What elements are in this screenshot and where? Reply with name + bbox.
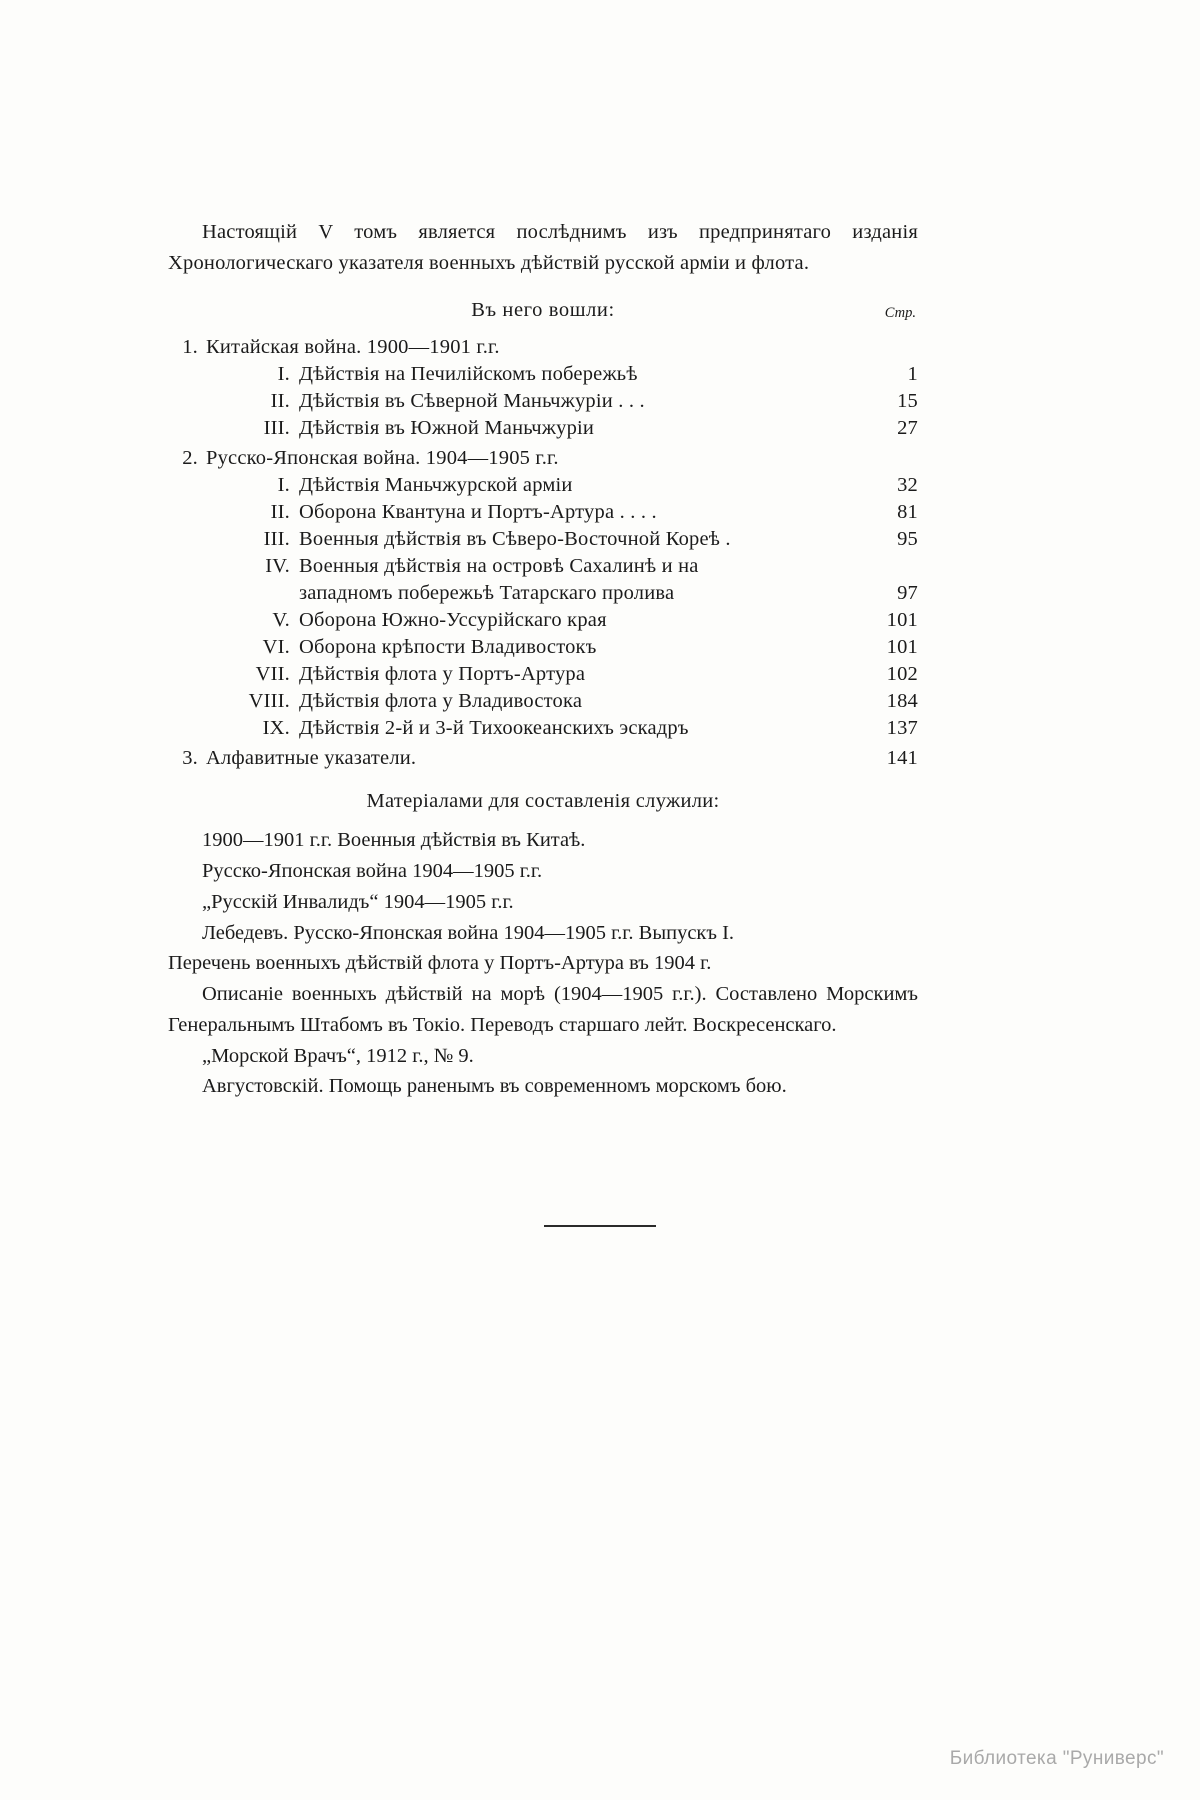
toc-item-page: 95 (897, 528, 918, 551)
toc-item-title-continuation: западномъ побережьѣ Татарскаго пролива (299, 582, 675, 605)
toc-item[interactable] (168, 690, 918, 713)
toc-item-roman: V. (272, 609, 290, 632)
toc-item-page: 27 (897, 417, 918, 440)
intro-paragraph (168, 217, 918, 279)
contents-heading-row (168, 299, 918, 329)
toc-item-page: 15 (897, 390, 918, 413)
page-content (168, 196, 918, 1102)
toc-item-page: 97 (897, 582, 918, 605)
toc-item[interactable] (168, 474, 918, 497)
page-column-header: Стр. (884, 305, 916, 322)
toc-item-title: Дѣйствія 2-й и 3-й Тихоокеанскихъ эскадръ (299, 717, 689, 740)
toc-item[interactable] (168, 663, 918, 686)
contents-heading: Въ него вошли: (471, 299, 615, 322)
toc-section-title: Алфавитные указатели. (206, 747, 417, 770)
toc-item[interactable] (168, 528, 918, 551)
toc-item-title: Дѣйствія въ Сѣверной Маньчжуріи . . . (299, 390, 645, 413)
toc-section-number: 1. (182, 336, 198, 359)
toc-item[interactable] (168, 363, 918, 386)
toc-item-page: 184 (886, 690, 918, 713)
toc-item[interactable] (168, 501, 918, 524)
toc-item-title: Дѣйствія Маньчжурской арміи (299, 474, 573, 497)
toc-item-continuation (168, 582, 918, 605)
source-entry: Русско-Японская война 1904—1905 г.г. (202, 860, 543, 883)
toc-item[interactable] (168, 417, 918, 440)
toc-item-roman: VIII. (248, 690, 290, 713)
toc-section-title: Русско-Японская война. 1904—1905 г.г. (206, 447, 559, 470)
toc-item-title: Военныя дѣйствія въ Сѣверо-Восточной Кореѣ . (299, 528, 731, 551)
toc-section-title: Китайская война. 1900—1901 г.г. (206, 336, 500, 359)
sources-heading: Матеріалами для составленія служили: (366, 790, 720, 813)
toc-item-roman: III. (263, 528, 290, 551)
intro-text: Настоящій V томъ является послѣднимъ изъ предпринятаго изданія Хронологическаго указателя военныхъ дѣйствій русской арміи и флота. (168, 220, 918, 274)
library-watermark: Библиотека "Руниверс" (949, 1748, 1164, 1769)
toc-section-number: 3. (182, 747, 198, 770)
toc-item[interactable] (168, 390, 918, 413)
toc-item-title: Дѣйствія на Печилійскомъ побережьѣ (299, 363, 638, 386)
table-of-contents (168, 336, 918, 770)
toc-item-roman: IX. (262, 717, 290, 740)
section-divider (544, 1225, 656, 1227)
toc-item-roman: VI. (262, 636, 290, 659)
toc-item[interactable] (168, 636, 918, 659)
toc-item-roman: II. (270, 501, 290, 524)
toc-item-roman: VII. (255, 663, 290, 686)
toc-item-roman: I. (277, 474, 290, 497)
toc-item-page: 101 (886, 609, 918, 632)
toc-item-page: 32 (897, 474, 918, 497)
toc-item-title: Дѣйствія флота у Портъ-Артура (299, 663, 586, 686)
toc-item-roman: I. (277, 363, 290, 386)
toc-item[interactable] (168, 717, 918, 740)
toc-item[interactable] (168, 609, 918, 632)
toc-item-roman: III. (263, 417, 290, 440)
toc-item-title: Дѣйствія въ Южной Маньчжуріи (299, 417, 595, 440)
toc-section-page: 141 (886, 747, 918, 770)
toc-section[interactable] (168, 336, 918, 359)
source-entry: Описаніе военныхъ дѣйствій на морѣ (1904—1905 г.г.). Составлено Морскимъ Генеральнымъ Штабомъ въ Токіо. Переводъ старшаго лейт. Воскресенскаго. (168, 983, 918, 1036)
toc-item-page: 1 (907, 363, 918, 386)
source-entry: 1900—1901 г.г. Военныя дѣйствія въ Китаѣ. (202, 829, 586, 852)
source-entry: Перечень военныхъ дѣйствій флота у Портъ-Артура въ 1904 г. (168, 952, 712, 975)
toc-section[interactable] (168, 447, 918, 470)
toc-item-page: 81 (897, 501, 918, 524)
toc-item-title: Оборона Квантуна и Портъ-Артура . . . . (299, 501, 657, 524)
toc-item-roman: IV. (265, 555, 290, 578)
source-entry: Августовскій. Помощь раненымъ въ современномъ морскомъ бою. (202, 1075, 787, 1098)
toc-item-title: Оборона Южно-Уссурійскаго края (299, 609, 607, 632)
source-entry: „Русскій Инвалидъ“ 1904—1905 г.г. (202, 890, 514, 913)
toc-item-page: 102 (886, 663, 918, 686)
source-entry: „Морской Врачъ“, 1912 г., № 9. (202, 1044, 474, 1067)
toc-item-page: 137 (886, 717, 918, 740)
toc-item-title: Военныя дѣйствія на островѣ Сахалинѣ и на (299, 555, 699, 578)
source-entry: Лебедевъ. Русско-Японская война 1904—1905 г.г. Выпускъ I. (202, 921, 735, 944)
toc-item-title: Дѣйствія флота у Владивостока (299, 690, 583, 713)
toc-item[interactable] (168, 555, 918, 578)
toc-section[interactable] (168, 747, 918, 770)
toc-item-roman: II. (270, 390, 290, 413)
toc-section-number: 2. (182, 447, 198, 470)
toc-item-title: Оборона крѣпости Владивостокъ (299, 636, 597, 659)
sources-list (168, 825, 918, 1102)
toc-item-page: 101 (886, 636, 918, 659)
